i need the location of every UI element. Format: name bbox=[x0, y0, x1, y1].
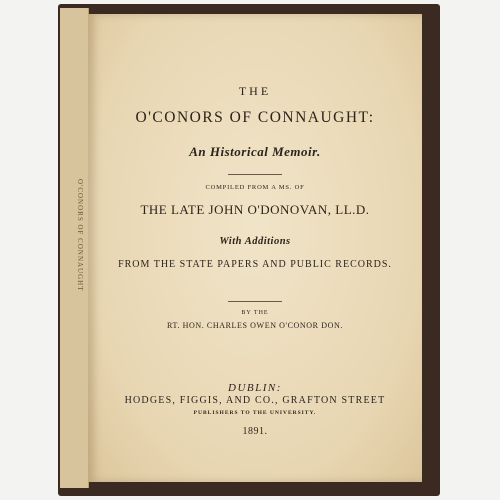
book-title: O'CONORS OF CONNAUGHT: bbox=[135, 109, 375, 126]
book-subtitle: An Historical Memoir. bbox=[189, 144, 321, 159]
sources-line: FROM THE STATE PAPERS AND PUBLIC RECORDS. bbox=[118, 259, 392, 270]
editor-line: RT. HON. CHARLES OWEN O'CONOR DON. bbox=[167, 321, 343, 330]
publication-city: DUBLIN: bbox=[228, 382, 282, 394]
title-article: THE bbox=[238, 84, 272, 98]
divider-rule bbox=[228, 301, 282, 302]
publisher-line: HODGES, FIGGIS, AND CO., GRAFTON STREET bbox=[124, 395, 386, 406]
publisher-note: PUBLISHERS TO THE UNIVERSITY. bbox=[193, 410, 317, 416]
title-page bbox=[88, 14, 422, 482]
author-line: THE LATE JOHN O'DONOVAN, LL.D. bbox=[140, 202, 370, 217]
by-text: BY THE bbox=[241, 310, 269, 316]
compiled-from-text: COMPILED FROM A MS. OF bbox=[205, 184, 305, 191]
divider-rule bbox=[228, 174, 282, 175]
additions-line: With Additions bbox=[219, 236, 291, 247]
spine-text: O'CONORS OF CONNAUGHT bbox=[76, 178, 84, 292]
publication-year: 1891. bbox=[242, 426, 268, 437]
